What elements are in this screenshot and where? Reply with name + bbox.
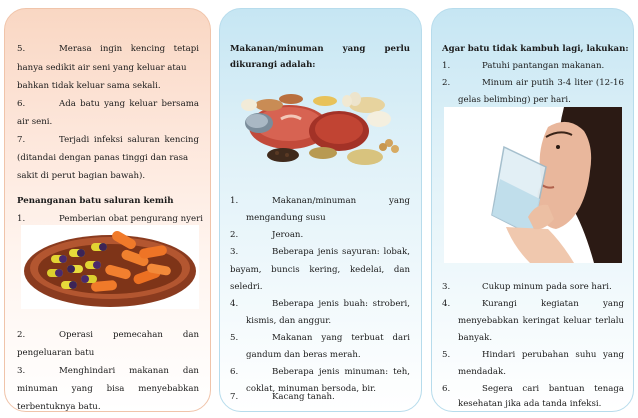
word: kencing bbox=[130, 44, 166, 54]
word: pemecahan bbox=[112, 330, 163, 340]
item-line: Patuhi pantangan makanan. bbox=[482, 61, 605, 71]
section-heading: dikurangi adalah: bbox=[230, 60, 316, 70]
item-number: 4. bbox=[230, 299, 239, 309]
word: yang bbox=[388, 196, 410, 206]
item-number: 1. bbox=[442, 61, 451, 71]
item-line: Cukup minum pada sore hari. bbox=[482, 282, 612, 292]
item-line bbox=[59, 43, 199, 56]
word: perlu bbox=[384, 44, 410, 54]
item-line bbox=[59, 98, 199, 111]
item-number: 5. bbox=[442, 350, 451, 360]
item-line: bahkan tidak keluar sama sekali. bbox=[17, 81, 161, 91]
item-line: Segera cari bantuan tenaga bbox=[482, 384, 624, 394]
word: Makanan/minuman bbox=[230, 44, 324, 54]
word: kencing bbox=[164, 135, 199, 145]
word: dan bbox=[182, 330, 199, 340]
word: tetapi bbox=[173, 44, 199, 54]
word: Merasa bbox=[59, 44, 92, 54]
word: infeksi bbox=[93, 135, 123, 145]
section-heading: Penanganan batu saluran kemih bbox=[17, 196, 174, 206]
item-line: Pemberian obat pengurang nyeri bbox=[59, 214, 203, 224]
word: saluran bbox=[127, 135, 160, 145]
item-line: kesehatan jika ada tanda infeksi. bbox=[458, 399, 602, 409]
panel-symptoms bbox=[4, 8, 211, 412]
word: yang bbox=[104, 99, 126, 109]
word: batu bbox=[80, 99, 100, 109]
item-line: sakit di perut bagian bawah). bbox=[17, 171, 146, 181]
word: Terjadi bbox=[59, 135, 90, 145]
item-number: 3. bbox=[230, 247, 239, 257]
item-line: kismis, dan anggur. bbox=[246, 316, 332, 326]
section-heading: Agar batu tidak kambuh lagi, lakukan: bbox=[442, 44, 629, 54]
item-number: 3. bbox=[442, 282, 451, 292]
food-icon bbox=[229, 69, 407, 173]
item-line: minuman yang bisa menyebabkan bbox=[17, 384, 199, 394]
panel-prevention bbox=[431, 8, 634, 412]
word: Ada bbox=[59, 99, 76, 109]
word: Makanan/minuman bbox=[272, 196, 357, 206]
item-line: gandum dan beras merah. bbox=[246, 350, 361, 360]
item-line: seledri. bbox=[230, 282, 263, 292]
section-heading bbox=[230, 43, 410, 56]
item-number: 5. bbox=[230, 333, 239, 343]
item-line: Makanan yang terbuat dari bbox=[272, 333, 410, 343]
item-number: 6. bbox=[17, 99, 26, 109]
item-line: gelas belimbing) per hari. bbox=[458, 95, 571, 105]
item-line: Kacang tanah. bbox=[272, 392, 335, 402]
panel-foods-to-reduce bbox=[219, 8, 422, 412]
item-number: 1. bbox=[230, 196, 239, 206]
item-line: Jeroan. bbox=[272, 230, 304, 240]
word: makanan bbox=[129, 366, 169, 376]
word: dan bbox=[182, 366, 199, 376]
drinking-water-photo bbox=[444, 107, 622, 263]
item-line bbox=[482, 298, 624, 311]
pills-photo bbox=[21, 225, 199, 309]
item-line: menyebabkan keringat keluar terlalu bbox=[458, 316, 624, 326]
item-line: banyak. bbox=[458, 333, 493, 343]
item-line: Beberapa jenis sayuran: lobak, bbox=[272, 247, 410, 257]
item-line: Hindari perubahan suhu yang bbox=[482, 350, 624, 360]
item-line: hanya sedikit air seni yang keluar atau bbox=[17, 63, 187, 73]
item-line: pengeluaran batu bbox=[17, 348, 95, 358]
item-line bbox=[59, 329, 199, 342]
item-line bbox=[272, 195, 410, 208]
item-number: 5. bbox=[17, 44, 26, 54]
word: yang bbox=[602, 299, 624, 309]
word: yang bbox=[342, 44, 366, 54]
word: Menghindari bbox=[59, 366, 116, 376]
item-line: mendadak. bbox=[458, 367, 506, 377]
item-number: 3. bbox=[17, 366, 26, 376]
item-line: coklat, minuman bersoda, bir. bbox=[246, 384, 377, 394]
item-number: 4. bbox=[442, 299, 451, 309]
item-number: 1. bbox=[17, 214, 26, 224]
item-line: mengandung susu bbox=[246, 213, 326, 223]
item-line: Beberapa jenis buah: stroberi, bbox=[272, 299, 410, 309]
item-number: 2. bbox=[442, 78, 451, 88]
drinking-water-icon bbox=[444, 107, 622, 263]
item-number: 6. bbox=[230, 367, 239, 377]
item-number: 6. bbox=[442, 384, 451, 394]
item-line: Beberapa jenis minuman: teh, bbox=[272, 367, 410, 377]
word: bersama bbox=[161, 99, 199, 109]
item-number: 7. bbox=[230, 392, 239, 402]
item-line bbox=[59, 365, 199, 378]
word: ingin bbox=[100, 44, 123, 54]
item-number: 2. bbox=[230, 230, 239, 240]
item-number: 2. bbox=[17, 330, 26, 340]
item-number: 7. bbox=[17, 135, 26, 145]
item-line: air seni. bbox=[17, 117, 53, 127]
item-line: bayam, buncis kering, kedelai, dan bbox=[230, 265, 410, 275]
word: kegiatan bbox=[541, 299, 579, 309]
word: Operasi bbox=[59, 330, 94, 340]
word: Kurangi bbox=[482, 299, 517, 309]
item-line: (ditandai dengan panas tinggi dan rasa bbox=[17, 153, 189, 163]
item-line: terbentuknya batu. bbox=[17, 402, 101, 412]
food-photo bbox=[229, 69, 407, 173]
word: keluar bbox=[129, 99, 158, 109]
item-line bbox=[59, 134, 199, 147]
pills-icon bbox=[21, 225, 199, 309]
item-line: Minum air putih 3-4 liter (12-16 bbox=[482, 78, 624, 88]
